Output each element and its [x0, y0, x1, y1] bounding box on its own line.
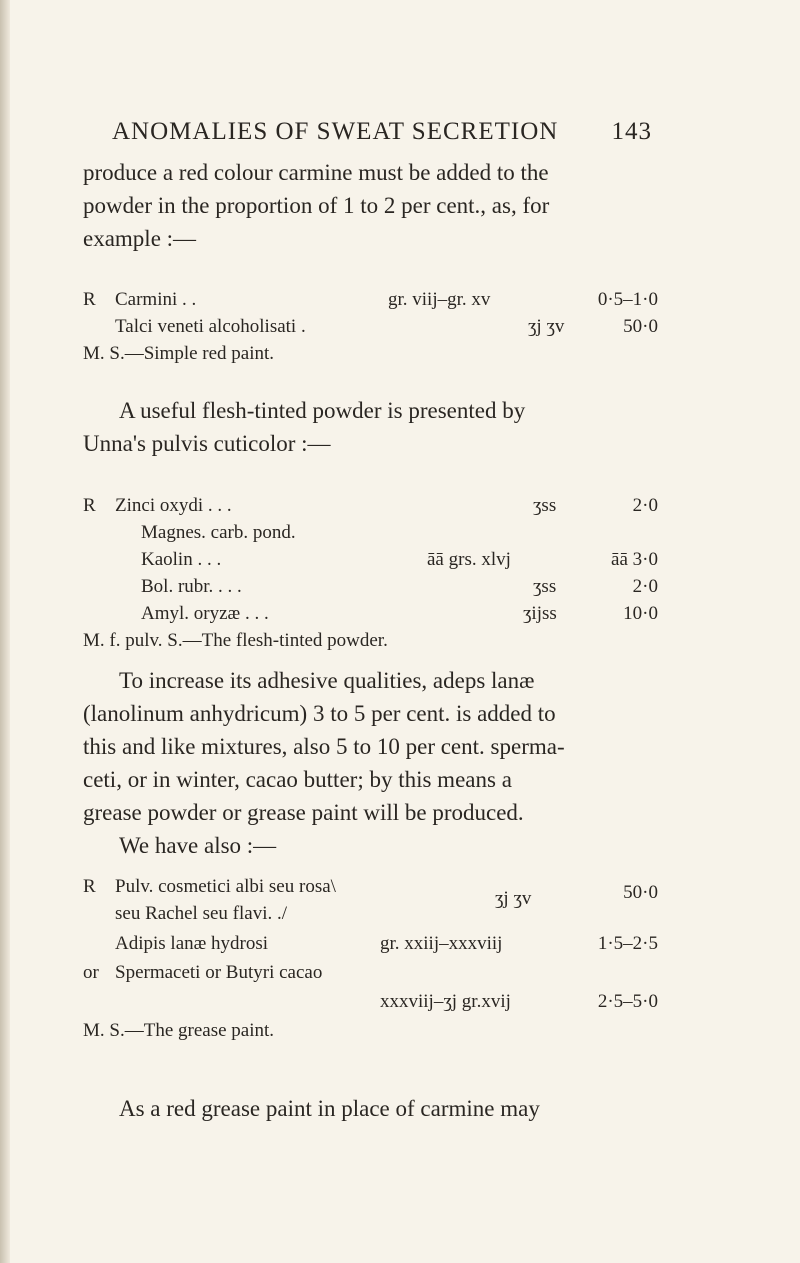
prescription-2	[83, 492, 658, 654]
ingredient-metric: 1·5–2·5	[597, 933, 658, 954]
ingredient-dose: xxxviij–ʒj gr.xvij	[380, 991, 511, 1012]
prescription-1	[83, 286, 658, 367]
ingredient-dose: ʒss	[533, 495, 557, 516]
ingredient-name: Kaolin . . .	[141, 549, 222, 570]
ingredient-metric: 2·0	[632, 576, 658, 597]
paragraph-line: powder in the proportion of 1 to 2 per cent., as, for	[83, 193, 550, 218]
paragraph-line: To increase its adhesive qualities, adeps lanæ	[119, 668, 535, 693]
signa: M. S.—Simple red paint.	[83, 343, 275, 364]
ingredient-dose: ʒj ʒv	[495, 888, 532, 909]
recipe-symbol: R	[83, 876, 96, 897]
paragraph-line: We have also :—	[119, 833, 277, 858]
prescription-3	[83, 874, 658, 1045]
paragraph-line: A useful flesh-tinted powder is presented by	[119, 398, 526, 423]
paragraph-1	[83, 156, 658, 255]
paragraph-line: produce a red colour carmine must be added to the	[83, 160, 549, 185]
recipe-symbol: R	[83, 495, 96, 516]
paragraph-line: example :—	[83, 226, 197, 251]
paragraph-line: grease powder or grease paint will be produced.	[83, 800, 524, 825]
ingredient-metric: 2·5–5·0	[597, 991, 658, 1012]
ingredient-metric: 50·0	[623, 882, 658, 903]
paragraph-4	[83, 1092, 658, 1125]
ingredient-name: Magnes. carb. pond.	[141, 522, 296, 543]
signa: M. f. pulv. S.—The flesh-tinted powder.	[83, 630, 388, 651]
ingredient-name: Bol. rubr. . . .	[141, 576, 242, 597]
signa: M. S.—The grease paint.	[83, 1020, 275, 1041]
ingredient-dose: gr. xxiij–xxxviij	[380, 933, 503, 954]
or-label: or	[83, 962, 99, 983]
paragraph-line: this and like mixtures, also 5 to 10 per cent. sperma-	[83, 734, 565, 759]
ingredient-name: Amyl. oryzæ . . .	[141, 603, 269, 624]
paragraph-line: As a red grease paint in place of carmine may	[119, 1096, 540, 1121]
ingredient-name: seu Rachel seu flavi. ./	[115, 903, 288, 924]
ingredient-name: Spermaceti or Butyri cacao	[115, 962, 323, 983]
ingredient-dose: ʒj ʒv	[528, 316, 565, 337]
ingredient-name: Carmini . .	[115, 289, 197, 310]
paragraph-line: ceti, or in winter, cacao butter; by this means a	[83, 767, 512, 792]
ingredient-metric: 10·0	[623, 603, 658, 624]
ingredient-metric: 0·5–1·0	[597, 289, 658, 310]
page-gutter	[0, 0, 10, 1263]
ingredient-metric: āā 3·0	[611, 549, 658, 570]
paragraph-2	[83, 394, 658, 460]
ingredient-dose: gr. viij–gr. xv	[388, 289, 491, 310]
ingredient-dose: ʒss	[533, 576, 557, 597]
ingredient-dose: āā grs. xlvj	[427, 549, 511, 570]
ingredient-name: Adipis lanæ hydrosi	[115, 933, 269, 954]
page-number: 143	[611, 118, 652, 145]
running-head-title: ANOMALIES OF SWEAT SECRETION	[112, 118, 559, 145]
ingredient-name: Pulv. cosmetici albi seu rosa\	[115, 876, 336, 897]
paragraph-3	[83, 664, 658, 862]
ingredient-name: Talci veneti alcoholisati .	[115, 316, 306, 337]
ingredient-name: Zinci oxydi . . .	[115, 495, 232, 516]
ingredient-dose: ʒijss	[523, 603, 557, 624]
ingredient-metric: 50·0	[623, 316, 658, 337]
recipe-symbol: R	[83, 289, 96, 310]
ingredient-metric: 2·0	[632, 495, 658, 516]
paragraph-line: Unna's pulvis cuticolor :—	[83, 431, 331, 456]
running-head	[112, 118, 652, 146]
paragraph-line: (lanolinum anhydricum) 3 to 5 per cent. is added to	[83, 701, 556, 726]
